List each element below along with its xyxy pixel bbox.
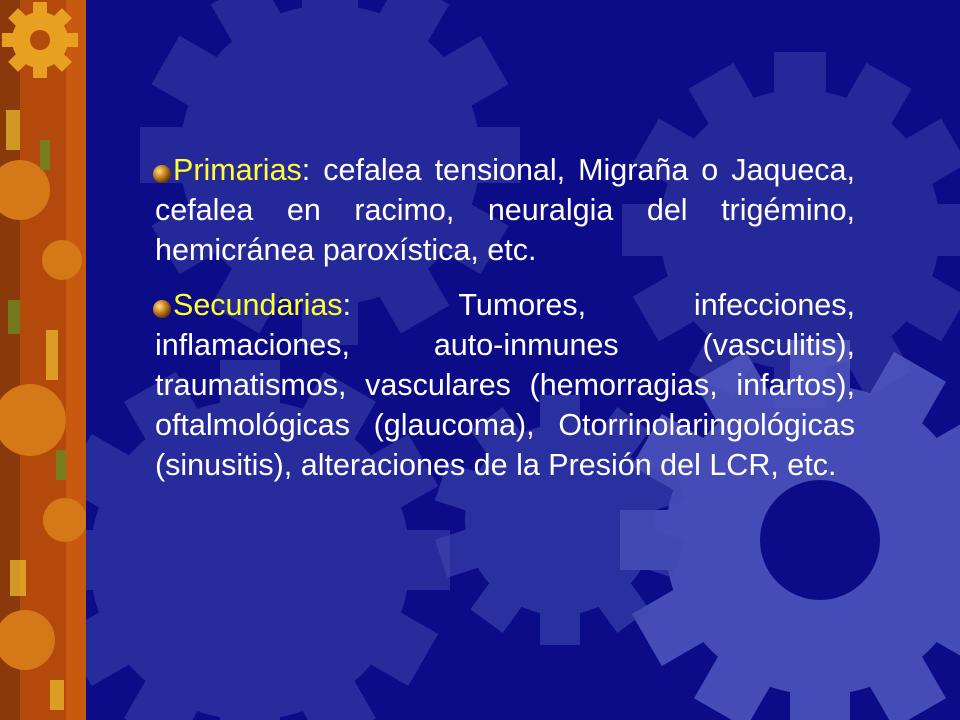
bullet-item-secundarias (155, 285, 855, 485)
bullet-item-primarias (155, 150, 855, 270)
bullet-separator: : (342, 288, 352, 322)
bullet-sphere-icon (152, 299, 172, 319)
bullet-text: cefalea tensional, Migraña o Jaqueca, cefalea en racimo, neuralgia del trigémino, hemicránea paroxística, etc. (155, 153, 855, 267)
bullet-text: Tumores, infecciones, inflamaciones, auto-inmunes (vasculitis), traumatismos, vasculares (hemorragias, infartos), oftalmológicas (glaucoma), Otorrinolaringológicas (sinusitis), alteraciones de la Presión del LCR, etc. (155, 288, 855, 482)
bullet-separator: : (301, 153, 311, 187)
gear-icon (2, 2, 78, 78)
decorative-side-strip (0, 0, 86, 720)
bullet-lead: Secundarias (173, 288, 343, 322)
bullet-lead: Primarias (173, 153, 302, 187)
bullet-list (155, 150, 855, 500)
bullet-sphere-icon (152, 164, 172, 184)
